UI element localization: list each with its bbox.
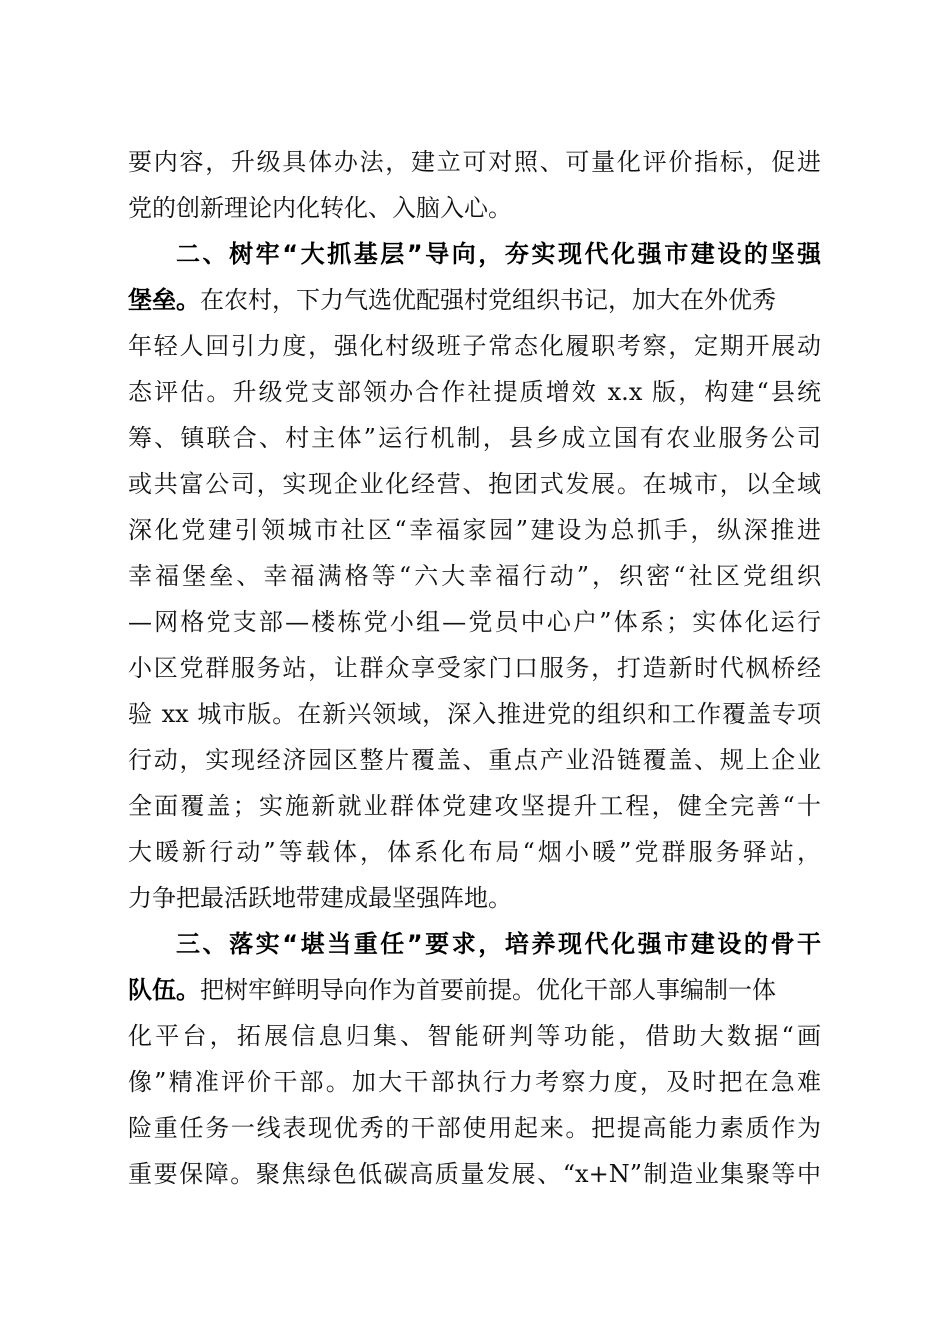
paragraph-line: 幸福堡垒、幸福满格等“六大幸福行动”，织密“社区党组织 — [128, 562, 821, 590]
paragraph-line: 态评估。升级党支部领办合作社提质增效 x.x 版，构建“县统 — [128, 378, 821, 406]
paragraph-line: 力争把最活跃地带建成最坚强阵地。 — [128, 884, 512, 912]
paragraph-line: 化平台，拓展信息归集、智能研判等功能，借助大数据“画 — [128, 1022, 821, 1050]
paragraph-line: —网格党支部—楼栋党小组—党员中心户”体系；实体化运行 — [128, 608, 821, 636]
paragraph-line: 筹、镇联合、村主体”运行机制，县乡成立国有农业服务公司 — [128, 424, 821, 452]
section-heading: 三、落实“堪当重任”要求，培养现代化强市建设的骨干 — [176, 930, 821, 958]
paragraph-text: 在农村，下力气选优配强村党组织书记，加大在外优秀 — [200, 286, 776, 314]
paragraph-line: 全面覆盖；实施新就业群体党建攻坚提升工程，健全完善“十 — [128, 792, 821, 820]
paragraph-line: 或共富公司，实现企业化经营、抱团式发展。在城市，以全域 — [128, 470, 821, 498]
section-heading: 堡垒。 — [128, 286, 200, 314]
paragraph-line — [128, 280, 821, 320]
paragraph-line: 党的创新理论内化转化、入脑入心。 — [128, 194, 512, 222]
paragraph-line: 年轻人回引力度，强化村级班子常态化履职考察，定期开展动 — [128, 332, 821, 360]
paragraph-line — [128, 970, 821, 1010]
paragraph-line: 要内容，升级具体办法，建立可对照、可量化评价指标，促进 — [128, 148, 821, 176]
section-heading: 二、树牢“大抓基层”导向，夯实现代化强市建设的坚强 — [176, 240, 821, 268]
paragraph-line: 大暖新行动”等载体，体系化布局“烟小暖”党群服务驿站， — [128, 838, 821, 866]
paragraph-line: 验 xx 城市版。在新兴领域，深入推进党的组织和工作覆盖专项 — [128, 700, 821, 728]
paragraph-line: 深化党建引领城市社区“幸福家园”建设为总抓手，纵深推进 — [128, 516, 821, 544]
paragraph-text: 把树牢鲜明导向作为首要前提。优化干部人事编制一体 — [200, 976, 776, 1004]
paragraph-line: 小区党群服务站，让群众享受家门口服务，打造新时代枫桥经 — [128, 654, 821, 682]
paragraph-line: 像”精准评价干部。加大干部执行力考察力度，及时把在急难 — [128, 1068, 821, 1096]
paragraph-line: 重要保障。聚焦绿色低碳高质量发展、“x+N”制造业集聚等中 — [128, 1160, 821, 1188]
section-heading: 队伍。 — [128, 976, 200, 1004]
paragraph-line: 行动，实现经济园区整片覆盖、重点产业沿链覆盖、规上企业 — [128, 746, 821, 774]
paragraph-line: 险重任务一线表现优秀的干部使用起来。把提高能力素质作为 — [128, 1114, 821, 1142]
